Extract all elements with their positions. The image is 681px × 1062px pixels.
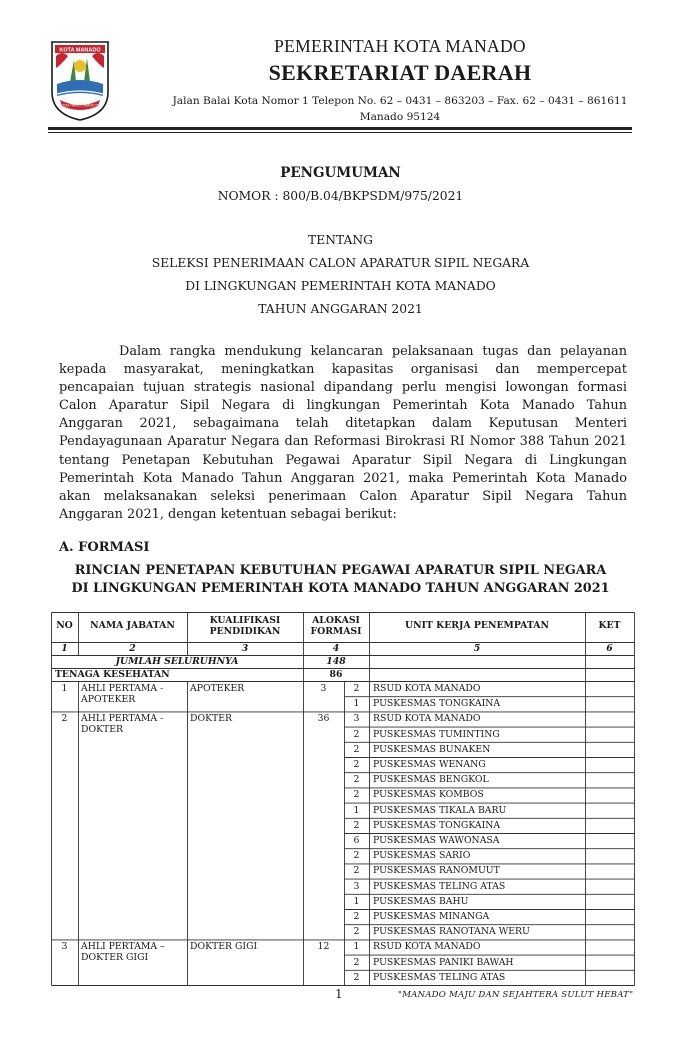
unit-allocation: 2 xyxy=(353,971,360,983)
entry-no: 1 xyxy=(61,683,68,694)
unit-allocation: 3 xyxy=(353,880,360,892)
office-address: Jalan Balai Kota Nomor 1 Telepon No. 62 – 0431 – 863203 – Fax. 62 – 0431 – 861611 xyxy=(172,95,628,107)
gov-name: PEMERINTAH KOTA MANADO xyxy=(274,36,526,56)
header-kualifikasi: KUALIFIKASI xyxy=(209,615,281,626)
body-line: kepada masyarakat, meningkatkan kapasitas organisasi dan mempercepat xyxy=(59,362,627,378)
entry-no: 3 xyxy=(61,941,68,953)
body-line: akan melaksanakan seleksi penerimaan Calon Aparatur Sipil Negara Tahun xyxy=(59,488,627,504)
letterhead-rule-thin xyxy=(48,132,632,133)
unit-name: PUSKESMAS TUMINTING xyxy=(373,728,500,740)
total-value: 148 xyxy=(326,656,346,667)
header-unit: UNIT KERJA PENEMPATAN xyxy=(405,620,549,631)
unit-name: PUSKESMAS KOMBOS xyxy=(373,789,484,801)
column-number: 3 xyxy=(241,643,249,654)
unit-allocation: 2 xyxy=(353,865,360,877)
letterhead-rule-thick xyxy=(48,127,632,130)
page-number: 1 xyxy=(335,987,343,1001)
unit-name: PUSKESMAS RANOMUUT xyxy=(373,865,500,877)
entry-jabatan: APOTEKER xyxy=(81,694,136,705)
unit-name: PUSKESMAS MINANGA xyxy=(373,911,490,922)
column-number: 5 xyxy=(473,643,481,654)
unit-name: PUSKESMAS WENANG xyxy=(373,759,486,770)
total-label: JUMLAH SELURUHNYA xyxy=(115,656,239,667)
header-jabatan: NAMA JABATAN xyxy=(90,620,175,631)
entry-total: 3 xyxy=(320,683,327,694)
column-number: 4 xyxy=(332,643,340,654)
entry-jabatan: AHLI PERTAMA - xyxy=(81,683,164,694)
column-number: 2 xyxy=(129,643,136,654)
entry-jabatan: AHLI PERTAMA - xyxy=(81,713,164,725)
table-caption: RINCIAN PENETAPAN KEBUTUHAN PEGAWAI APARATUR SIPIL NEGARA xyxy=(74,563,607,578)
unit-name: PUSKESMAS TELING ATAS xyxy=(373,880,506,892)
unit-allocation: 2 xyxy=(353,819,360,831)
entry-jabatan: DOKTER xyxy=(81,724,124,736)
table-caption: DI LINGKUNGAN PEMERINTAH KOTA MANADO TAHUN ANGGARAN 2021 xyxy=(71,581,610,596)
unit-allocation: 2 xyxy=(353,911,360,922)
group-value: 86 xyxy=(329,669,343,680)
unit-allocation: 2 xyxy=(353,956,360,968)
unit-allocation: 3 xyxy=(353,713,360,725)
unit-name: PUSKESMAS BUNAKEN xyxy=(373,743,491,755)
body-line: pencapaian tujuan strategis nasional dipandang perlu mengisi lowongan formasi xyxy=(59,380,627,396)
body-line: Calon Aparatur Sipil Negara di lingkungan Pemerintah Kota Manado Tahun xyxy=(59,398,627,414)
formation-table xyxy=(51,612,634,986)
section-heading: A. FORMASI xyxy=(59,540,150,555)
header-alokasi: ALOKASI xyxy=(312,615,360,626)
entry-kualifikasi: DOKTER xyxy=(190,713,233,725)
unit-name: PUSKESMAS TELING ATAS xyxy=(373,971,506,983)
announcement-number: NOMOR : 800/B.04/BKPSDM/975/2021 xyxy=(217,189,464,203)
office-name: SEKRETARIAT DAERAH xyxy=(268,60,532,85)
header-ket: KET xyxy=(598,620,621,631)
unit-name: PUSKESMAS BAHU xyxy=(373,895,469,907)
unit-allocation: 2 xyxy=(353,743,360,755)
unit-allocation: 1 xyxy=(353,804,360,816)
unit-name: RSUD KOTA MANADO xyxy=(373,713,481,725)
body-paragraph xyxy=(59,343,627,524)
header-alokasi: FORMASI xyxy=(310,626,362,637)
announcement-about: TENTANG xyxy=(308,233,373,247)
manado-city-emblem xyxy=(48,36,112,122)
logo-motto-text: SI TOU TIMOU TUMOU TOU xyxy=(57,103,103,108)
unit-allocation: 1 xyxy=(353,941,360,953)
unit-allocation: 2 xyxy=(353,683,360,694)
body-line: Dalam rangka mendukung kelancaran pelaksanaan tugas dan pelayanan xyxy=(119,344,627,359)
office-city: Manado 95124 xyxy=(359,111,441,123)
body-line: Pendayagunaan Aparatur Negara dan Reformasi Birokrasi RI Nomor 388 Tahun 2021 xyxy=(59,434,627,450)
entry-jabatan: DOKTER GIGI xyxy=(81,952,149,964)
unit-allocation: 6 xyxy=(353,835,360,846)
unit-name: PUSKESMAS PANIKI BAWAH xyxy=(373,956,514,968)
body-line: Anggaran 2021, dengan ketentuan sebagai berikut: xyxy=(59,506,397,522)
subject-line: TAHUN ANGGARAN 2021 xyxy=(258,302,423,316)
column-number: 6 xyxy=(606,643,613,654)
entry-kualifikasi: APOTEKER xyxy=(190,683,245,694)
announcement-title: PENGUMUMAN xyxy=(280,165,401,181)
unit-allocation: 2 xyxy=(353,759,360,770)
unit-allocation: 2 xyxy=(353,850,360,862)
body-line: Anggaran 2021, sebagaimana telah ditetapkan dalam Keputusan Menteri xyxy=(59,416,627,432)
group-label: TENAGA KESEHATAN xyxy=(55,669,170,680)
unit-name: PUSKESMAS WAWONASA xyxy=(373,835,500,846)
header-no: NO xyxy=(56,620,73,631)
entry-kualifikasi: DOKTER GIGI xyxy=(190,941,258,953)
footer-motto: "MANADO MAJU DAN SEJAHTERA SULUT HEBAT" xyxy=(398,990,634,1000)
subject-line: DI LINGKUNGAN PEMERINTAH KOTA MANADO xyxy=(185,279,496,293)
unit-name: PUSKESMAS SARIO xyxy=(373,850,471,862)
header-kualifikasi: PENDIDIKAN xyxy=(209,626,281,637)
unit-allocation: 1 xyxy=(353,698,360,710)
subject-line: SELEKSI PENERIMAAN CALON APARATUR SIPIL NEGARA xyxy=(151,256,530,270)
unit-allocation: 2 xyxy=(353,789,360,801)
body-line: tentang Penetapan Kebutuhan Pegawai Aparatur Sipil Negara di Lingkungan xyxy=(59,452,627,468)
entry-total: 12 xyxy=(317,941,330,953)
unit-name: PUSKESMAS TONGKAINA xyxy=(373,698,501,710)
unit-name: RSUD KOTA MANADO xyxy=(373,941,481,953)
unit-name: PUSKESMAS RANOTANA WERU xyxy=(373,926,530,938)
unit-name: PUSKESMAS BENGKOL xyxy=(373,774,489,786)
entry-total: 36 xyxy=(317,713,330,725)
unit-name: RSUD KOTA MANADO xyxy=(373,683,481,694)
unit-allocation: 2 xyxy=(353,926,360,938)
entry-jabatan: AHLI PERTAMA – xyxy=(81,941,165,953)
unit-name: PUSKESMAS TONGKAINA xyxy=(373,819,501,831)
logo-top-text: KOTA MANADO xyxy=(59,47,101,54)
unit-name: PUSKESMAS TIKALA BARU xyxy=(373,804,507,816)
body-line: Pemerintah Kota Manado Tahun Anggaran 2021, maka Pemerintah Kota Manado xyxy=(59,470,627,486)
unit-allocation: 2 xyxy=(353,728,360,740)
column-number: 1 xyxy=(61,643,68,654)
entry-no: 2 xyxy=(61,713,68,725)
unit-allocation: 2 xyxy=(353,774,360,786)
unit-allocation: 1 xyxy=(353,895,360,907)
